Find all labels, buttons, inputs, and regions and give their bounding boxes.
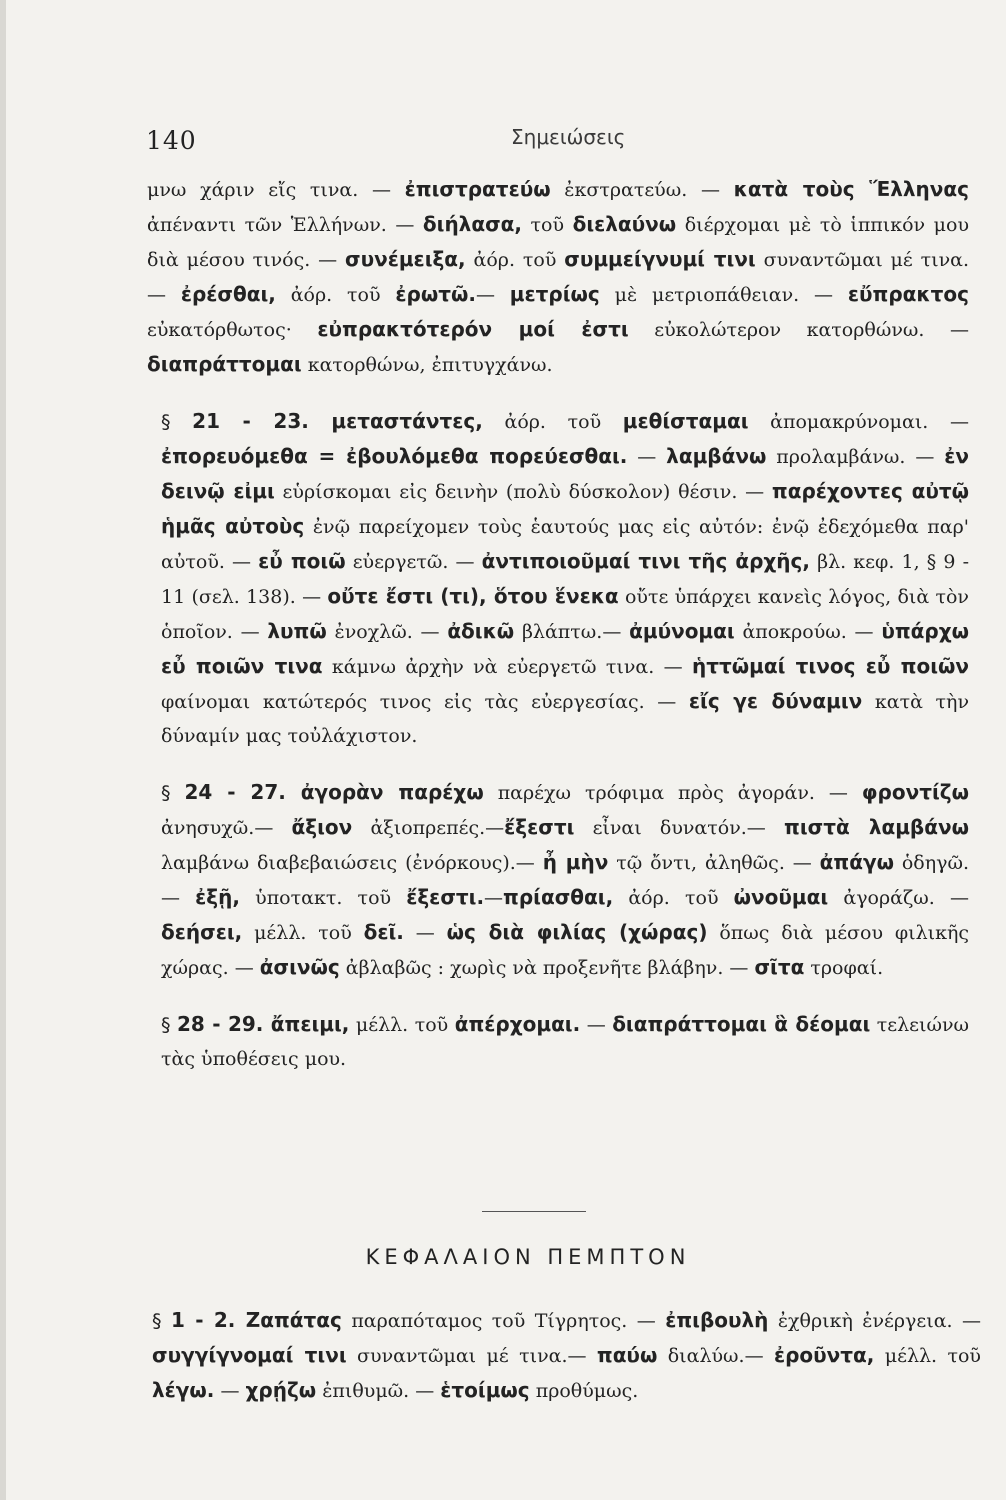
chapter-title: ΚΕΦΑΛΑΙΟΝ ΠΕΜΠΤΟΝ [365, 1245, 691, 1269]
section-divider [482, 1211, 586, 1212]
gloss-text: ὅπως διὰ μέσου φιλικῆς χώρας. — [161, 922, 970, 979]
headword: μεθίσταμαι [622, 409, 749, 433]
headword: ἦ μὴν [542, 850, 609, 874]
headword: ἐν δεινῷ εἰμι [161, 444, 969, 503]
headword: διελαύνω [572, 212, 677, 236]
headword: 21 - 23. μεταστάντες, [192, 409, 483, 433]
headword: 28 - 29. ἄπειμι, [177, 1012, 350, 1036]
headword: ἐπιστρατεύω [404, 177, 551, 201]
headword: διαπράττομαι [147, 352, 302, 376]
gloss-text: — [403, 922, 447, 944]
headword: κατὰ τοὺς Ἕλληνας [733, 177, 970, 201]
headword: σῖτα [754, 955, 805, 979]
headword: 1 - 2. Ζαπάτας [170, 1308, 342, 1332]
gloss-text: — [214, 1380, 246, 1402]
headword: ὑπάρχω εὖ ποιῶν τινα [161, 619, 969, 678]
gloss-text: — [627, 446, 667, 468]
headword: ἐξῇ, [195, 885, 240, 909]
gloss-text: διέρχομαι μὲ τὸ ἱππικόν μου διὰ μέσου τινός. — [147, 214, 969, 271]
gloss-text: ἀποκρούω. — [734, 621, 882, 643]
gloss-text: κατορθώνω, ἐπιτυγχάνω. [301, 354, 553, 376]
gloss-text: βλ. κεφ. 1, § 9 - 11 (σελ. 138). — [161, 551, 969, 608]
headword: ἀδικῶ [447, 619, 515, 643]
headword: χρῄζω [245, 1378, 317, 1402]
gloss-text: τελειώνω τὰς ὑποθέσεις μου. [161, 1014, 970, 1070]
headword: φροντίζω [861, 780, 969, 804]
gloss-text: φαίνομαι κατώτερός τινος εἰς τὰς εὐεργεσίας. — [161, 691, 689, 713]
headword: ὠνοῦμαι [733, 885, 829, 909]
headword: ὡς διὰ φιλίας (χώρας) [446, 920, 708, 944]
gloss-text: ὁδηγῶ. — [161, 852, 969, 909]
gloss-text: ἀξιοπρεπές.— [352, 817, 505, 839]
note-paragraph [147, 172, 969, 382]
gloss-text: μέλλ. τοῦ [874, 1345, 981, 1367]
gloss-text: παρέχω τρόφιμα πρὸς ἀγοράν. — [483, 782, 862, 804]
note-paragraph [147, 404, 969, 753]
headword: ἄξιον [291, 815, 353, 839]
gloss-text: μέλλ. τοῦ [242, 922, 364, 944]
gloss-text: ὑποτακτ. τοῦ [239, 887, 407, 909]
headword: ἀπάγω [819, 850, 894, 874]
headword: παύω [596, 1343, 658, 1367]
section-mark: § [161, 411, 193, 433]
headword: εὖ ποιῶ [258, 549, 346, 573]
gloss-text: ἀπέναντι τῶν Ἑλλήνων. — [147, 214, 423, 236]
gloss-text: ἐκστρατεύω. — [550, 179, 734, 201]
gloss-text: προθύμως. [529, 1380, 639, 1402]
headword: συμμείγνυμί τινι [564, 247, 756, 271]
headword: συγγίγνομαί τινι [152, 1343, 347, 1367]
headword: πιστὰ λαμβάνω [784, 815, 969, 839]
gloss-text: κατὰ τὴν δύναμίν μας τοὐλάχιστον. [161, 691, 969, 747]
headword: οὔτε ἔστι (τι), ὅτου ἕνεκα [327, 584, 619, 608]
headword: ἑτοίμως [440, 1378, 530, 1402]
gloss-text: κάμνω ἀρχὴν νὰ εὐεργετῶ τινα. — [322, 656, 692, 678]
headword: εὔπρακτος [847, 282, 969, 306]
headword: ἐπιβουλὴ [665, 1308, 769, 1332]
headword: ἐροῦντα, [773, 1343, 875, 1367]
gloss-text: μνω χάριν εἴς τινα. — [147, 179, 405, 201]
headword: ἐρέσθαι, [180, 282, 276, 306]
headword: ἐπορευόμεθα = ἐβουλόμεθα πορεύεσθαι. [161, 444, 628, 468]
gloss-text: ἀπομακρύνομαι. — [748, 411, 969, 433]
gloss-text: διαλύω.— [657, 1345, 774, 1367]
gloss-text: ἀόρ. τοῦ [465, 249, 565, 271]
headword: ἀμύνομαι [629, 619, 735, 643]
headword: συνέμειξα, [345, 247, 466, 271]
headword: ἀπέρχομαι. [454, 1012, 581, 1036]
headword: ἡττῶμαί τινος εὖ ποιῶν [691, 654, 970, 678]
gloss-text: μέλλ. τοῦ [349, 1014, 455, 1036]
gloss-text: — [580, 1014, 613, 1036]
page-header [146, 118, 966, 158]
gloss-text: εὐεργετῶ. — [345, 551, 482, 573]
headword: ἔξεστι. [406, 885, 485, 909]
gloss-text: τοῦ [522, 214, 573, 236]
gloss-text: εὐκατόρθωτος· [147, 319, 318, 341]
gloss-text: συναντῶμαι μέ τινα. — [147, 249, 970, 306]
note-paragraph [147, 1007, 969, 1076]
headword: δεῖ. [363, 920, 404, 944]
section-mark: § [161, 1014, 177, 1036]
gloss-text: ἐνοχλῶ. — [326, 621, 448, 643]
note-paragraph [138, 1303, 981, 1408]
page-edge [0, 0, 6, 1500]
headword: ἀσινῶς [259, 955, 340, 979]
notes-body [147, 172, 969, 1076]
gloss-text: ἀβλαβῶς : χωρὶς νὰ προξενῆτε βλάβην. — [339, 957, 755, 979]
headword: διήλασα, [422, 212, 522, 236]
gloss-text: βλάπτω.— [514, 621, 630, 643]
gloss-text: παραπόταμος τοῦ Τίγρητος. — [341, 1310, 666, 1332]
running-title: Σημειώσεις [511, 125, 626, 149]
gloss-text: συναντῶμαι μέ τινα.— [346, 1345, 597, 1367]
headword: μετρίως [509, 282, 600, 306]
headword: λαμβάνω [666, 444, 767, 468]
headword: πρίασθαι, [503, 885, 614, 909]
gloss-text: οὔτε ὑπάρχει κανεὶς λόγος, διὰ τὸν ὁποῖον. — [161, 586, 969, 643]
gloss-text: ἐνῷ παρείχομεν τοὺς ἑαυτούς μας εἰς αὐτόν: ἐνῷ ἐδεχόμεθα παρ' αὐτοῦ. — [161, 516, 969, 573]
headword: παρέχοντες αὐτῷ ἡμᾶς αὐτοὺς [161, 479, 969, 538]
note-paragraph [147, 775, 969, 985]
headword: ἐρωτῶ. [395, 282, 476, 306]
gloss-text: μὲ μετριοπάθειαν. — [599, 284, 848, 306]
headword: ἔξεστι [504, 815, 575, 839]
section-mark: § [161, 782, 185, 804]
gloss-text: — [475, 284, 510, 306]
gloss-text: — [484, 887, 504, 909]
gloss-text: ἀόρ. τοῦ [613, 887, 734, 909]
gloss-text: εὑρίσκομαι εἰς δεινὴν (πολὺ δύσκολον) θέσιν. — [274, 481, 772, 503]
headword: λυπῶ [267, 619, 327, 643]
gloss-text: τροφαί. [804, 957, 884, 979]
gloss-text: ἀνησυχῶ.— [161, 817, 292, 839]
gloss-text: ἀγοράζω. — [828, 887, 969, 909]
chapter-notes-body [138, 1303, 981, 1408]
section-mark: § [152, 1310, 171, 1332]
gloss-text: προλαμβάνω. — [766, 446, 945, 468]
gloss-text: ἐχθρικὴ ἐνέργεια. — [768, 1310, 982, 1332]
page-number: 140 [146, 126, 197, 155]
gloss-text: εἶναι δυνατόν.— [574, 817, 784, 839]
headword: δεήσει, [161, 920, 243, 944]
headword: εὐπρακτότερόν μοί ἐστι [317, 317, 629, 341]
headword: διαπράττομαι ἃ δέομαι [612, 1012, 871, 1036]
gloss-text: λαμβάνω διαβεβαιώσεις (ἐνόρκους).— [161, 852, 543, 874]
gloss-text: εὐκολώτερον κατορθώνω. — [628, 319, 970, 341]
headword: 24 - 27. ἀγορὰν παρέχω [184, 780, 484, 804]
headword: εἴς γε δύναμιν [688, 689, 863, 713]
headword: ἀντιποιοῦμαί τινι τῆς ἀρχῆς, [481, 549, 810, 573]
gloss-text: ἀόρ. τοῦ [275, 284, 396, 306]
gloss-text: τῷ ὄντι, ἀληθῶς. — [608, 852, 820, 874]
gloss-text: ἀόρ. τοῦ [482, 411, 623, 433]
headword: λέγω. [152, 1378, 215, 1402]
gloss-text: ἐπιθυμῶ. — [316, 1380, 441, 1402]
